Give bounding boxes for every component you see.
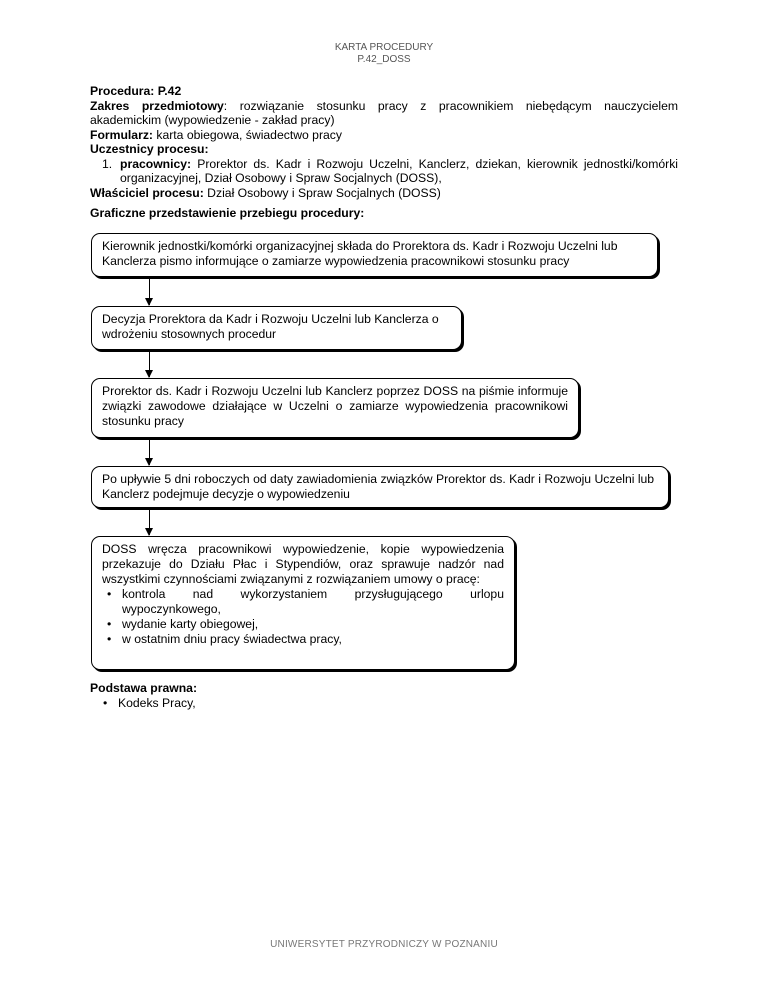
procedure-label: Procedura: <box>90 84 155 98</box>
participants-item <box>90 157 678 186</box>
forms-text: karta obiegowa, świadectwo pracy <box>152 127 342 142</box>
legal-label: Podstawa prawna: <box>90 681 198 695</box>
header-title: KARTA PROCEDURY <box>334 42 434 53</box>
forms-line <box>90 128 678 143</box>
participants-item-label: pracownicy: <box>120 156 192 171</box>
scope-text: : rozwiązanie stosunku pracy z pracownikiem niebędącym nauczycielem akademickim (wypowiedzenie - zakład pracy) <box>90 98 678 127</box>
list-item: • kontrola nad wykorzystaniem przysługującego urlopu wypoczynkowego, <box>122 587 504 617</box>
flow-step-1: Kierownik jednostki/komórki organizacyjnej składa do Prorektora ds. Kadr i Rozwoju Uczelni lub Kanclerza pismo informujące o zamiarze wypowiedzenia pracownikowi stosunku pracy <box>91 233 658 277</box>
footer: UNIWERSYTET PRZYRODNICZY W POZNANIU <box>270 939 498 950</box>
forms-label: Formularz: <box>90 127 153 142</box>
owner-text: Dział Osobowy i Spraw Socjalnych (DOSS) <box>203 185 441 200</box>
step5-bullet-list <box>102 587 504 647</box>
owner-line <box>90 186 678 201</box>
flow-step-4: Po upływie 5 dni roboczych od daty zawiadomienia związków Prorektor ds. Kadr i Rozwoju Uczelni lub Kanclerz podejmuje decyzje o wypowiedzeniu <box>91 466 669 508</box>
arrow-down-icon <box>149 277 150 305</box>
legal-list <box>90 696 678 711</box>
procedure-metadata <box>90 84 678 200</box>
list-item: • Kodeks Pracy, <box>118 696 678 711</box>
flow-step-3: Prorektor ds. Kadr i Rozwoju Uczelni lub Kanclerz poprzez DOSS na piśmie informuje związki zawodowe działające w Uczelni o zamiarze wypowiedzenia pracownikowi stosunku pracy <box>91 378 579 438</box>
participants-line <box>90 142 678 157</box>
participants-item-text: Prorektor ds. Kadr i Rozwoju Uczelni, Kanclerz, dziekan, kierownik jednostki/komórki organizacyjnej, Dział Osobowy i Spraw Socjalnych (DOSS), <box>120 156 678 185</box>
scope-label: Zakres przedmiotowy <box>90 98 224 113</box>
scope-line <box>90 99 678 128</box>
arrow-down-icon <box>149 508 150 535</box>
flow-step-2: Decyzja Prorektora da Kadr i Rozwoju Uczelni lub Kanclerza o wdrożeniu stosownych procedur <box>91 306 462 350</box>
arrow-down-icon <box>149 438 150 465</box>
header-code: P.42_DOSS <box>357 54 411 65</box>
flow-step-5 <box>91 536 515 670</box>
arrow-down-icon <box>149 350 150 377</box>
participants-label: Uczestnicy procesu: <box>90 142 209 156</box>
owner-label: Właściciel procesu: <box>90 185 204 200</box>
legal-basis <box>90 681 678 710</box>
participants-number: 1. <box>102 156 113 171</box>
list-item: • w ostatnim dniu pracy świadectwa pracy, <box>122 632 504 647</box>
procedure-line <box>90 84 678 99</box>
graphic-title: Graficzne przedstawienie przebiegu procedury: <box>90 206 365 220</box>
procedure-value: P.42 <box>157 84 182 98</box>
step5-text: DOSS wręcza pracownikowi wypowiedzenie, kopie wypowiedzenia przekazuje do Działu Płac i Stypendiów, oraz sprawuje nadzór nad wszystkimi czynnościami związanymi z rozwiązaniem umowy o pracę: <box>102 542 504 586</box>
list-item: • wydanie karty obiegowej, <box>122 617 504 632</box>
